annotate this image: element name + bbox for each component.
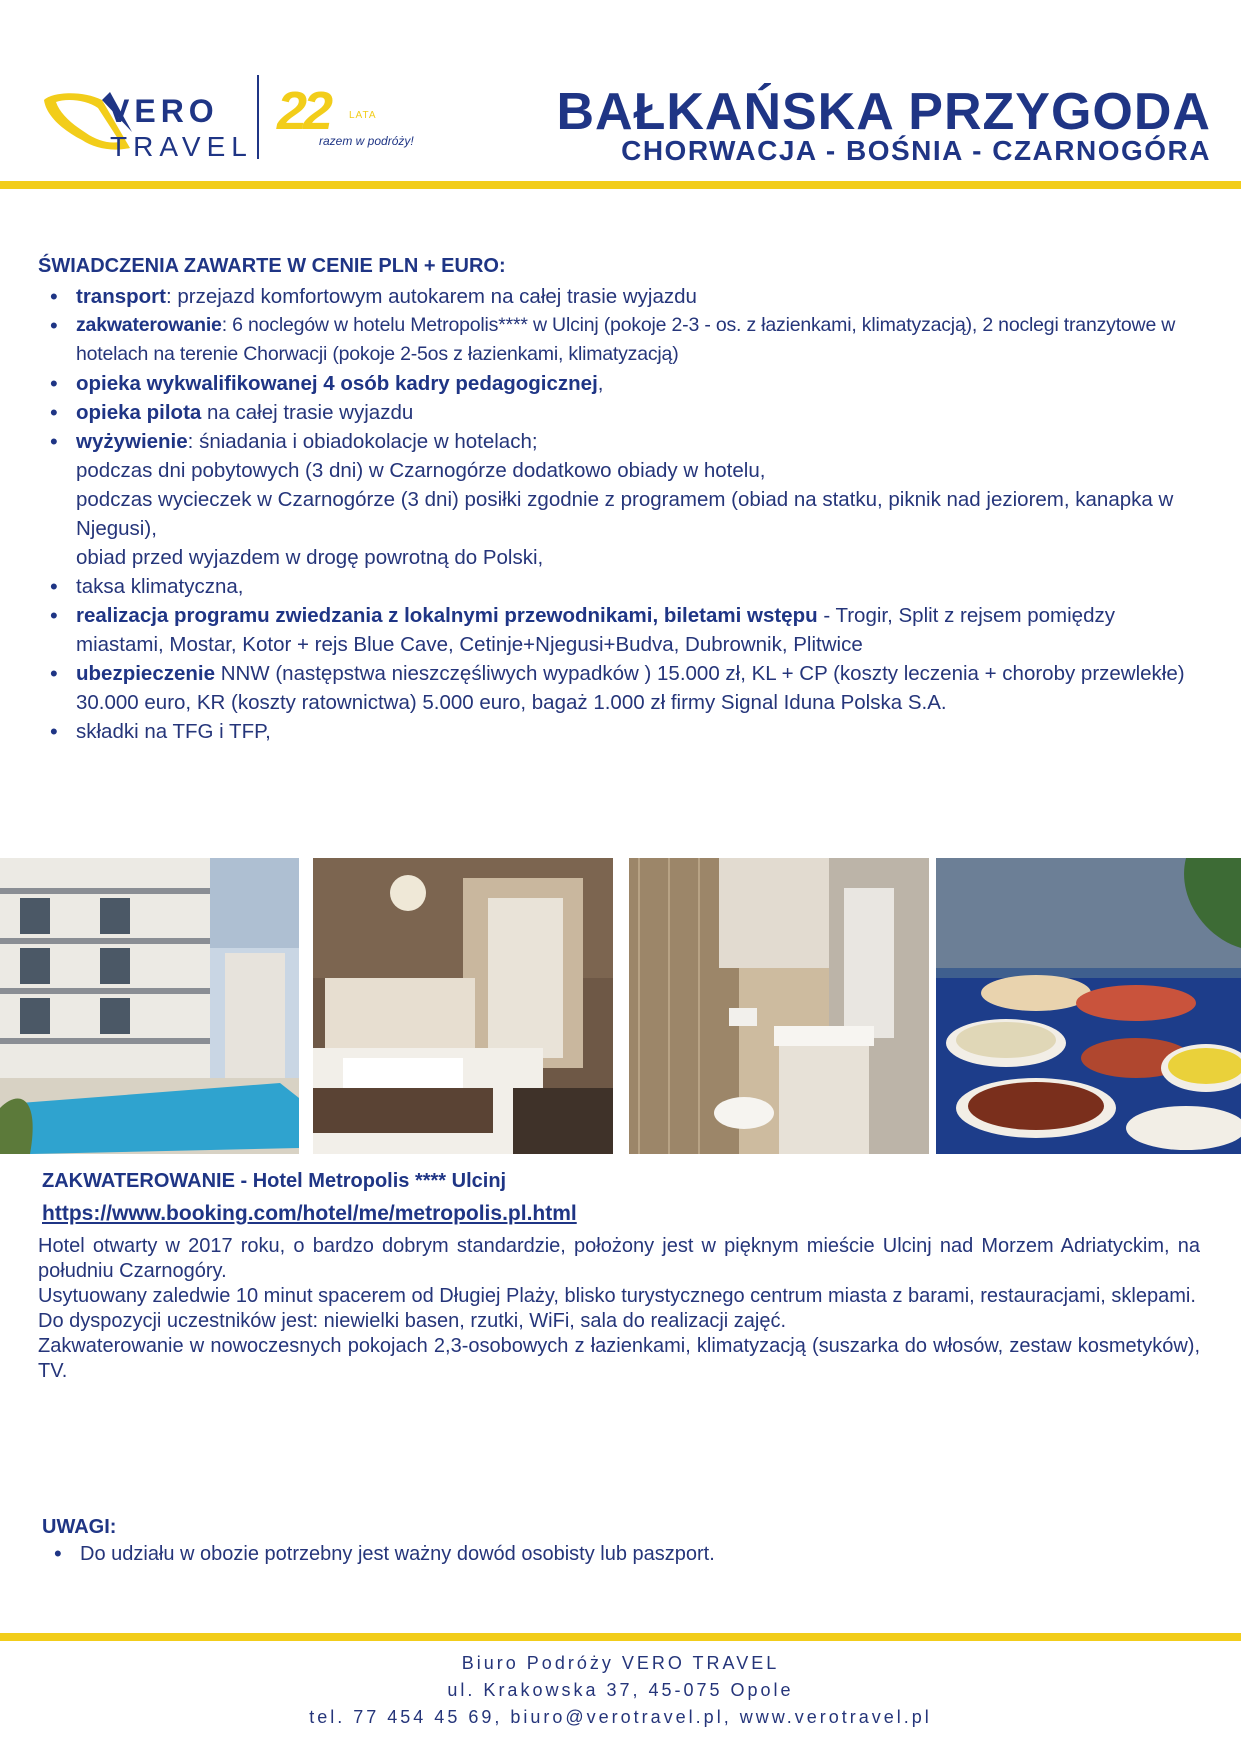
hotel-heading: ZAKWATEROWANIE - Hotel Metropolis **** Ulcinj — [42, 1170, 507, 1192]
footer-address: ul. Krakowska 37, 45-075 Opole — [447, 1680, 794, 1700]
brand-name-travel: TRAVEL — [110, 131, 253, 162]
anniversary-number: 22 — [277, 81, 330, 141]
footer — [0, 1650, 1241, 1731]
list-item: • opieka wykwalifikowanej 4 osób kadry pedagogicznej, — [38, 369, 1188, 398]
header-divider — [0, 181, 1241, 189]
footer-divider — [0, 1633, 1241, 1641]
meal-detail: obiad przed wyjazdem w drogę powrotną do Polski, — [76, 546, 544, 569]
list-item: • realizacja programu zwiedzania z lokalnymi przewodnikami, biletami wstępu - Trogir, Split z rejsem pomiędzy miastami, Mostar, Kotor + rejs Blue Cave, Cetinje+Njegusi+Budva, Dubrownik, Plitwice — [38, 601, 1188, 659]
hotel-paragraph: Zakwaterowanie w nowoczesnych pokojach 2,3-osobowych z łazienkami, klimatyzacją (suszarka do włosów, zestaw kosmetyków), TV. — [38, 1335, 1200, 1382]
hotel-description — [38, 1234, 1200, 1384]
footer-contact: tel. 77 454 45 69, biuro@verotravel.pl, www.verotravel.pl — [309, 1707, 932, 1727]
hotel-paragraph: Do dyspozycji uczestników jest: niewielki basen, rzutki, WiFi, sala do realizacji zajęć. — [38, 1310, 787, 1332]
page-subtitle: CHORWACJA - BOŚNIA - CZARNOGÓRA — [621, 135, 1211, 166]
meal-detail: podczas dni pobytowych (3 dni) w Czarnogórze dodatkowo obiady w hotelu, — [76, 459, 766, 482]
meal-detail: podczas wycieczek w Czarnogórze (3 dni) posiłki zgodnie z programem (obiad na statku, piknik nad jeziorem, kanapka w Njegusi), — [76, 488, 1174, 540]
hotel-bathroom-photo — [629, 858, 929, 1154]
hotel-bedroom-photo — [313, 858, 613, 1154]
footer-company: Biuro Podróży VERO TRAVEL — [461, 1653, 780, 1673]
list-item: • wyżywienie: śniadania i obiadokolacje w hotelach; podczas dni pobytowych (3 dni) w Czarnogórze dodatkowo obiady w hotelu, podczas wycieczek w Czarnogórze (3 dni) posiłki zgodnie z programem (obiad na statku, piknik nad jeziorem, kanapka w Njegusi), obiad przed wyjazdem w drogę powrotną do Polski, — [38, 427, 1188, 572]
anniversary-tagline: razem w podróży! — [319, 134, 414, 148]
benefits-list — [38, 282, 1188, 746]
page-title: BAŁKAŃSKA PRZYGODA — [556, 83, 1211, 141]
list-item: • zakwaterowanie: 6 noclegów w hotelu Metropolis**** w Ulcinj (pokoje 2-3 - os. z łazienkami, klimatyzacją), 2 noclegi tranzytowe w hotelach na terenie Chorwacji (pokoje 2-5os z łazienkami, klimatyzacją) — [38, 311, 1188, 369]
hotel-paragraph: Hotel otwarty w 2017 roku, o bardzo dobrym standardzie, położony jest w pięknym mieście Ulcinj nad Morzem Adriatyckim, na południu Czarnogóry. — [38, 1235, 1200, 1282]
list-item: • taksa klimatyczna, — [38, 572, 1188, 601]
list-item: • Do udziału w obozie potrzebny jest ważny dowód osobisty lub paszport. — [42, 1540, 1192, 1568]
brand-name-vero: VERO — [108, 93, 219, 129]
anniversary-word: LATA — [349, 110, 377, 121]
hotel-booking-link[interactable]: https://www.booking.com/hotel/me/metropolis.pl.html — [42, 1202, 577, 1225]
buffet-food-photo — [936, 858, 1241, 1154]
hotel-exterior-photo — [0, 858, 299, 1154]
list-item: • opieka pilota na całej trasie wyjazdu — [38, 398, 1188, 427]
list-item: • ubezpieczenie NNW (następstwa nieszczęśliwych wypadków ) 15.000 zł, KL + CP (koszty leczenia + choroby przewlekłe) 30.000 euro, KR (koszty ratownictwa) 5.000 euro, bagaż 1.000 zł firmy Signal Iduna Polska S.A. — [38, 659, 1188, 717]
notes-list — [42, 1540, 1192, 1568]
logo-divider — [257, 75, 259, 159]
list-item: • transport: przejazd komfortowym autokarem na całej trasie wyjazdu — [38, 282, 1188, 311]
hotel-paragraph: Usytuowany zaledwie 10 minut spacerem od Długiej Plaży, blisko turystycznego centrum miasta z barami, restauracjami, sklepami. — [38, 1285, 1196, 1307]
notes-heading: UWAGI: — [42, 1516, 117, 1538]
list-item: • składki na TFG i TFP, — [38, 717, 1188, 746]
benefits-heading: ŚWIADCZENIA ZAWARTE W CENIE PLN + EURO: — [38, 255, 506, 277]
